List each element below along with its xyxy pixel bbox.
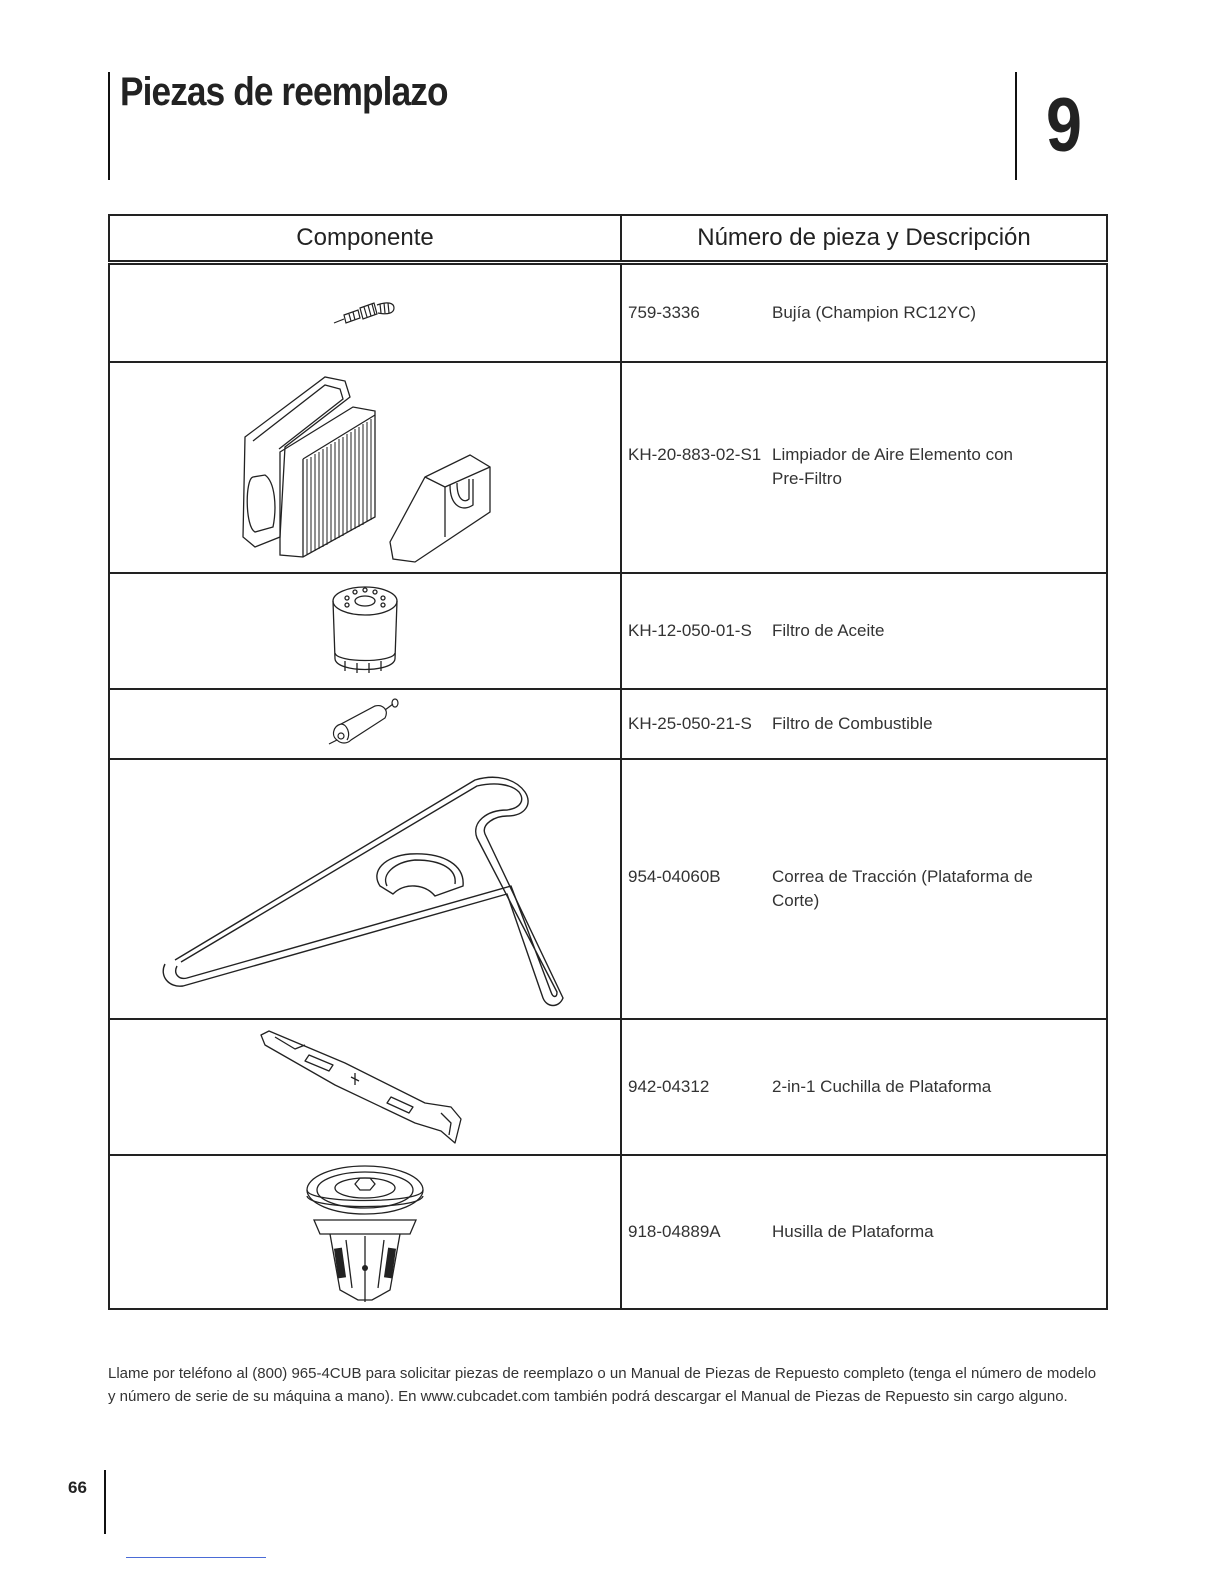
part-number: 918-04889A <box>628 1221 721 1241</box>
part-description <box>772 865 1106 913</box>
parts-table <box>108 214 1108 1310</box>
page-title: Piezas de reemplazo <box>120 70 448 114</box>
part-description <box>772 301 1106 325</box>
part-number: KH-20-883-02-S1 <box>628 445 762 464</box>
description-line: Filtro de Aceite <box>772 620 885 640</box>
description-cell <box>621 1019 1107 1155</box>
part-description <box>772 619 1106 643</box>
description-cell <box>621 1155 1107 1309</box>
contact-note: Llame por teléfono al (800) 965-4CUB para solicitar piezas de reemplazo o un Manual de Piezas de Repuesto completo (tenga el número de modelo y número de serie de su máquina a mano). En www.cubcadet.com también podrá descargar el Manual de Piezas de Repuesto sin cargo alguno. <box>108 1365 1097 1405</box>
description-line: Pre-Filtro <box>772 469 842 488</box>
description-cell <box>621 263 1107 362</box>
description-line: Filtro de Combustible <box>772 713 933 733</box>
part-number: 942-04312 <box>628 1076 710 1096</box>
description-line: 2-in-1 Cuchilla de Plataforma <box>772 1076 992 1096</box>
component-cell <box>109 573 621 689</box>
mower-blade-illustration <box>255 1027 475 1147</box>
table-row <box>109 1019 1107 1155</box>
spark-plug-illustration <box>330 293 400 333</box>
part-number: 954-04060B <box>628 866 721 886</box>
page-number: 66 <box>68 1478 87 1497</box>
component-cell <box>109 1155 621 1309</box>
fuel-filter-illustration <box>325 696 405 752</box>
component-cell <box>109 689 621 759</box>
description-line: Limpiador de Aire Elemento con <box>772 445 1013 464</box>
header-rule-left <box>108 72 110 180</box>
component-cell <box>109 263 621 362</box>
component-cell <box>109 759 621 1019</box>
deck-spindle-illustration <box>300 1160 430 1304</box>
footer-rule <box>104 1470 106 1534</box>
table-row <box>109 362 1107 573</box>
description-cell <box>621 362 1107 573</box>
part-description <box>772 712 1106 736</box>
column-header-part-number: Número de pieza y Descripción <box>621 215 1107 263</box>
header-rule-right <box>1015 72 1017 180</box>
description-cell <box>621 759 1107 1019</box>
column-header-component: Componente <box>109 215 621 263</box>
part-description <box>772 443 1106 491</box>
bottom-divider <box>126 1557 266 1558</box>
chapter-number: 9 <box>1046 83 1082 168</box>
part-entry <box>622 1075 1106 1099</box>
part-entry <box>622 712 1106 736</box>
table-row <box>109 759 1107 1019</box>
description-line: Correa de Tracción (Plataforma de <box>772 866 1033 886</box>
table-row <box>109 263 1107 362</box>
part-description <box>772 1220 1106 1244</box>
part-entry <box>622 301 1106 325</box>
table-header-row <box>109 215 1107 263</box>
part-entry <box>622 619 1106 643</box>
description-line: Husilla de Plataforma <box>772 1221 934 1241</box>
component-cell <box>109 1019 621 1155</box>
part-number: 759-3336 <box>628 302 700 322</box>
drive-belt-illustration <box>155 766 575 1012</box>
table-row <box>109 689 1107 759</box>
part-entry <box>622 865 1106 913</box>
component-cell <box>109 362 621 573</box>
oil-filter-illustration <box>325 583 405 679</box>
part-entry <box>622 443 1106 491</box>
table-row <box>109 1155 1107 1309</box>
description-line: Bujía (Champion RC12YC) <box>772 302 977 322</box>
air-filter-illustration <box>225 367 505 567</box>
table-row <box>109 573 1107 689</box>
description-cell <box>621 573 1107 689</box>
part-entry <box>622 1220 1106 1244</box>
description-cell <box>621 689 1107 759</box>
part-description <box>772 1075 1106 1099</box>
description-line: Corte) <box>772 890 820 910</box>
part-number: KH-25-050-21-S <box>628 713 752 733</box>
part-number: KH-12-050-01-S <box>628 620 752 640</box>
